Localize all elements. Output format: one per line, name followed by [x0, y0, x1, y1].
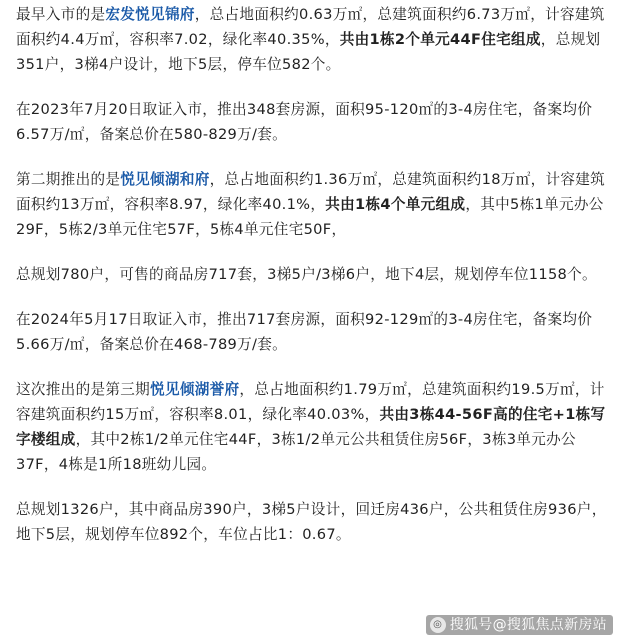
- text-span: ，总占地面积约0.63万㎡，总建筑面积约6.73万㎡，计容建筑面积约4.4万㎡，容积率7.02，绿化率40.35%，: [16, 6, 605, 48]
- project-name-qinghu-hefu: 悦见倾湖和府: [120, 171, 210, 188]
- bold-highlight: 共由1栋2个单元44F住宅组成: [339, 31, 541, 48]
- text-span: 最早入市的是: [16, 6, 106, 23]
- paragraph-phase-1: [16, 2, 611, 77]
- text-span: ，总占地面积约1.36万㎡，总建筑面积约18万㎡，计容建筑面积约13万㎡，容积率8.97，绿化率40.1%，: [16, 171, 606, 213]
- bold-highlight: 共由1栋4个单元组成: [325, 196, 466, 213]
- sohu-logo-icon: ◎: [430, 617, 446, 633]
- article-body: [16, 2, 611, 567]
- watermark: [426, 615, 613, 635]
- text-span: ，总规划351户，3梯4户设计，地下5层，停车位582个。: [16, 31, 601, 73]
- paragraph-phase-3: [16, 377, 611, 477]
- bold-highlight: 共由3栋44-56F高的住宅+1栋写字楼组成: [16, 406, 606, 448]
- text-span: 这次推出的是第三期: [16, 381, 151, 398]
- text-span: 第二期推出的是: [16, 171, 121, 188]
- paragraph-phase-2: [16, 167, 611, 242]
- watermark-label: 搜狐号@搜狐焦点新房站: [449, 617, 607, 633]
- paragraph-phase-2-planning: 总规划780户，可售的商品房717套，3梯5户/3梯6户，地下4层，规划停车位1158个。: [16, 266, 597, 283]
- paragraph-phase-1-sales: 在2023年7月20日取证入市，推出348套房源，面积95-120㎡的3-4房住宅，备案均价6.57万/㎡，备案总价在580-829万/套。: [16, 101, 593, 143]
- project-name-yuejian-jinfu: 宏发悦见锦府: [105, 6, 195, 23]
- project-name-qinghu-yufu: 悦见倾湖誉府: [150, 381, 240, 398]
- text-span: ，其中5栋1单元办公29F，5栋2/3单元住宅57F，5栋4单元住宅50F，: [16, 196, 604, 238]
- paragraph-phase-3-planning: 总规划1326户，其中商品房390户，3梯5户设计，回迁房436户，公共租赁住房936户，地下5层，规划停车位892个，车位占比1：0.67。: [16, 501, 607, 543]
- text-span: ，总占地面积约1.79万㎡，总建筑面积约19.5万㎡，计容建筑面积约15万㎡，容积率8.01，绿化率40.03%，: [16, 381, 605, 423]
- text-span: ，其中2栋1/2单元住宅44F，3栋1/2单元公共租赁住房56F，3栋3单元办公37F，4栋是1所18班幼儿园。: [16, 431, 576, 473]
- paragraph-phase-2-sales: 在2024年5月17日取证入市，推出717套房源，面积92-129㎡的3-4房住宅，备案均价5.66万/㎡，备案总价在468-789万/套。: [16, 311, 593, 353]
